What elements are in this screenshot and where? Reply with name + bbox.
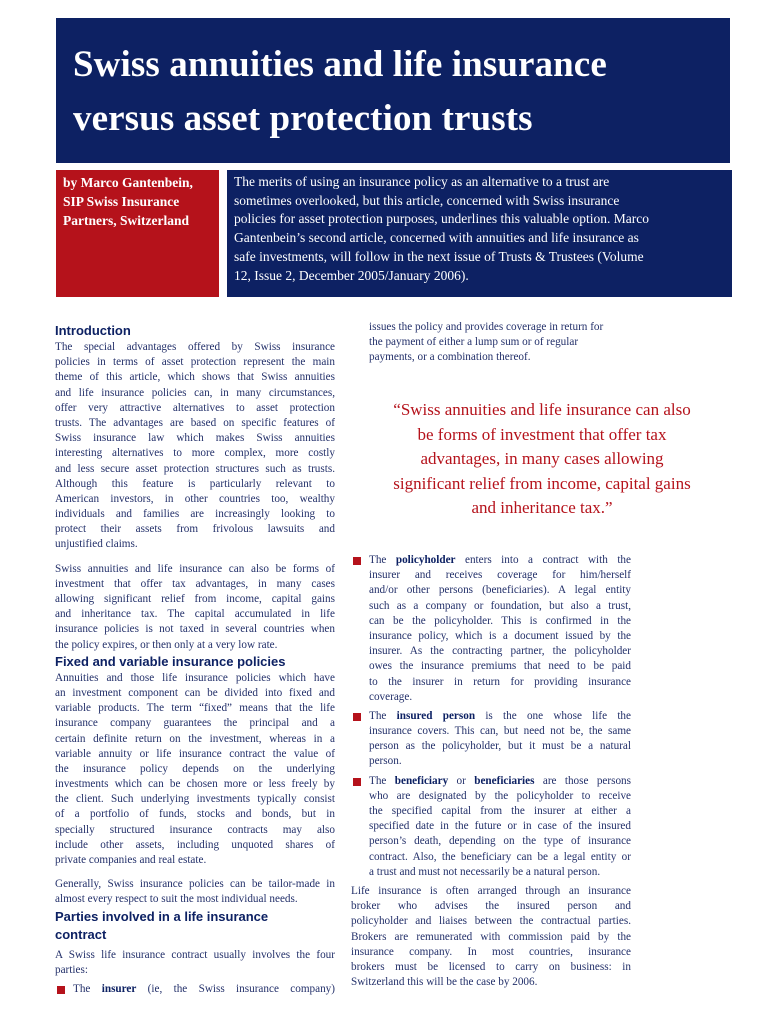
title-line: Swiss annuities and life insurance	[73, 44, 607, 85]
text-line: and inheritance tax. The capital accumulated in life	[55, 608, 335, 621]
text-line: insurance policy, which is a document issued by the	[369, 629, 631, 642]
text-line: parties:	[55, 963, 88, 976]
section-heading-fixed-variable: Fixed and variable insurance policies	[55, 653, 286, 669]
text-line: and/or other persons (beneficiaries). A legal entity	[369, 584, 631, 597]
text-fragment: The	[369, 554, 396, 566]
title-line: versus asset protection trusts	[73, 98, 533, 139]
text-line: person as the policyholder, but it must be a natural	[369, 740, 631, 753]
text-line: include other assets, including unquoted shares of	[55, 838, 335, 851]
text-line: insurance covers. This can, but need not be, the same	[369, 725, 631, 738]
right-column-lower	[351, 553, 631, 990]
bullet-item-insurer	[55, 982, 335, 997]
text-line: allowing significant relief from income, capital gains	[55, 593, 335, 605]
text-line: broker who advises the insured person and	[351, 900, 631, 913]
text-line: Generally, Swiss insurance policies can be tailor-made in	[55, 878, 335, 891]
text-line: insurance policies is not taxed in several countries when	[55, 623, 335, 636]
text-line: American investors, in other countries too, wealthy	[55, 492, 335, 505]
bullet-item-insured-person	[351, 709, 631, 770]
text-line: of a portfolio of funds, stocks and bonds, but in	[55, 808, 335, 821]
text-line: Brokers are remunerated with commission paid by the	[351, 930, 631, 943]
text-line: investments which can be chosen more or less freely by	[55, 778, 335, 791]
standfirst-line: Gantenbein’s second article, concerned with annuities and life insurance as	[234, 230, 639, 246]
text-fragment: The	[73, 982, 102, 995]
text-fragment: is the one whose life the	[475, 709, 631, 722]
text-line: Although this feature is particularly relevant to	[55, 477, 335, 490]
article-title	[73, 38, 712, 146]
text-line: and less secure asset protection structures such as trusts.	[55, 462, 335, 475]
text-line: variable products. The term “fixed” means that the life	[55, 702, 335, 715]
author-line: by Marco Gantenbein,	[63, 175, 193, 190]
bullet-square-icon	[353, 778, 361, 786]
term-policyholder: policyholder	[395, 554, 456, 566]
text-line: payments, or a combination thereof.	[369, 351, 531, 364]
text-line: A Swiss life insurance contract usually involves the four	[55, 948, 335, 961]
author-line: Partners, Switzerland	[63, 213, 189, 228]
standfirst-line: 12, Issue 2, December 2005/January 2006).	[234, 267, 469, 283]
pull-quote-line: be forms of investment that offer tax	[417, 424, 667, 444]
text-line: Life insurance is often arranged through an insurance	[351, 884, 631, 897]
section-heading-introduction: Introduction	[55, 323, 131, 338]
text-fragment: The	[369, 709, 397, 722]
standfirst-line: The merits of using an insurance policy as an alternative to a trust are	[234, 174, 610, 189]
text-line: can be the policyholder. This is confirmed in the	[369, 614, 631, 627]
text-line: private companies and real estate.	[55, 854, 207, 866]
text-line: interesting alternatives to more complex, more costly	[55, 447, 335, 460]
text-line: a trust and must not necessarily be a natural person.	[369, 865, 601, 878]
bullet-square-icon	[353, 713, 361, 721]
left-column	[55, 322, 335, 997]
text-line: certain definite return on the investment, whereas in a	[55, 732, 335, 745]
pull-quote-line: “Swiss annuities and life insurance can also	[393, 400, 691, 419]
pull-quote-line: advantages, in many cases allowing	[420, 449, 664, 469]
text-line: to the insurer in return for providing insurance	[369, 675, 631, 688]
right-column	[351, 320, 631, 366]
text-line: specified date in the future or in case of the insured	[369, 820, 631, 833]
text-line: the policy expires, or then only at a very low rate.	[55, 638, 278, 651]
text-line: individuals and families are increasingly looking to	[55, 508, 335, 521]
text-line: such as a company or foundation, but also a trust,	[369, 599, 631, 612]
heading-line: Parties involved in a life insurance	[55, 908, 269, 924]
text-line: theme of this article, which shows that Swiss annuities	[55, 371, 335, 384]
author-box	[56, 170, 219, 297]
pull-quote	[351, 398, 733, 521]
text-line	[73, 982, 335, 997]
pull-quote-line: significant relief from income, capital gains	[393, 473, 691, 493]
text-fragment: are those persons	[534, 774, 631, 787]
text-line: insurer. As the contracting partner, the policyholder	[369, 645, 631, 658]
text-line: policyholder and liaises between the contractual parties.	[351, 915, 631, 928]
section-heading-parties	[55, 908, 335, 944]
paragraph-gap	[55, 553, 335, 562]
term-insurer: insurer	[101, 982, 137, 995]
text-fragment: The	[369, 774, 395, 787]
text-line: who are designated by the policyholder to receive	[369, 789, 631, 802]
text-line: the insurance policy depends on the underlying	[55, 762, 335, 775]
paragraph-fixed-2	[55, 877, 335, 907]
text-line: The special advantages offered by Swiss insurance	[55, 341, 335, 353]
text-line: variable annuity or life insurance contract the value of	[55, 747, 335, 760]
standfirst-line: policies for asset protection purposes, underlines this valuable option. Marco	[234, 211, 650, 227]
author-line: SIP Swiss Insurance	[63, 194, 180, 209]
term-beneficiary: beneficiary	[394, 774, 449, 787]
text-line: insurance company. In most countries, insurance	[351, 945, 631, 958]
heading-line: contract	[55, 926, 107, 942]
text-line: Annuities and those life insurance policies which have	[55, 671, 335, 684]
paragraph-parties	[55, 948, 335, 978]
title-banner	[56, 18, 730, 163]
text-line: contract. Also, the beneficiary can be a legal entity or	[369, 850, 631, 863]
text-line: person’s death, depending on the type of insurance	[369, 835, 631, 848]
bullet-item-policyholder	[351, 553, 631, 705]
term-beneficiaries: beneficiaries	[474, 774, 535, 787]
bullet-square-icon	[57, 986, 65, 994]
text-line: investment that offer tax advantages, in many cases	[55, 577, 335, 590]
paragraph-intro-1	[55, 340, 335, 553]
text-line: Switzerland this will be the case by 2006.	[351, 976, 538, 989]
bullet-item-beneficiary	[351, 774, 631, 880]
text-line: owes the insurance premiums that need to be paid	[369, 660, 631, 673]
text-line: person.	[369, 755, 402, 768]
text-line: unjustified claims.	[55, 538, 138, 551]
bullet-square-icon	[353, 557, 361, 565]
text-line: issues the policy and provides coverage in return for	[369, 321, 604, 333]
paragraph-fixed-1	[55, 671, 335, 868]
text-line: protect their assets from frivolous lawsuits and	[55, 523, 335, 536]
standfirst-line: safe investments, will follow in the next issue of Trusts & Trustees (Volume	[234, 248, 644, 264]
text-line: the client. Such underlying investments typically consist	[55, 793, 335, 806]
pull-quote-line: and inheritance tax.”	[471, 498, 613, 518]
text-line: almost every respect to suit the most individual needs.	[55, 893, 298, 906]
text-line: offer very attractive alternatives to asset protection	[55, 401, 335, 414]
text-line: coverage.	[369, 690, 413, 703]
standfirst-box	[227, 170, 732, 297]
text-line	[369, 774, 631, 789]
paragraph-continued	[351, 320, 631, 366]
standfirst-line: sometimes overlooked, but this article, concerned with Swiss insurance	[234, 192, 620, 208]
text-fragment: (ie, the Swiss insurance company)	[136, 982, 335, 995]
text-line	[369, 709, 631, 724]
paragraph-intro-2	[55, 562, 335, 653]
text-line: insurer and receives coverage for him/herself	[369, 569, 631, 582]
text-line: an investment component can be divided into fixed and	[55, 686, 335, 699]
text-line: the specified capital from the insurer at either a	[369, 805, 631, 817]
text-line: Swiss annuities and life insurance can also be forms of	[55, 562, 335, 575]
text-line	[369, 553, 631, 568]
text-line: policies in terms of asset protection represent the main	[55, 356, 335, 369]
text-line: brokers must be licensed to carry on business: in	[351, 960, 631, 973]
text-line: the payment of either a lump sum or of regular	[369, 336, 579, 349]
text-fragment: or	[448, 774, 475, 787]
text-line: trusts. The advantages are based on specific features of	[55, 416, 335, 429]
text-line: insurance company guarantees the principal and a	[55, 717, 335, 730]
text-line: and life insurance policies can, in many circumstances,	[55, 386, 335, 399]
text-line: Swiss insurance law which makes Swiss annuities	[55, 432, 335, 445]
paragraph-gap	[55, 868, 335, 877]
text-line: specially structured insurance contracts may also	[55, 823, 335, 836]
text-fragment: enters into a contract with the	[455, 554, 631, 566]
paragraph-broker	[351, 884, 631, 990]
term-insured-person: insured person	[396, 709, 476, 722]
